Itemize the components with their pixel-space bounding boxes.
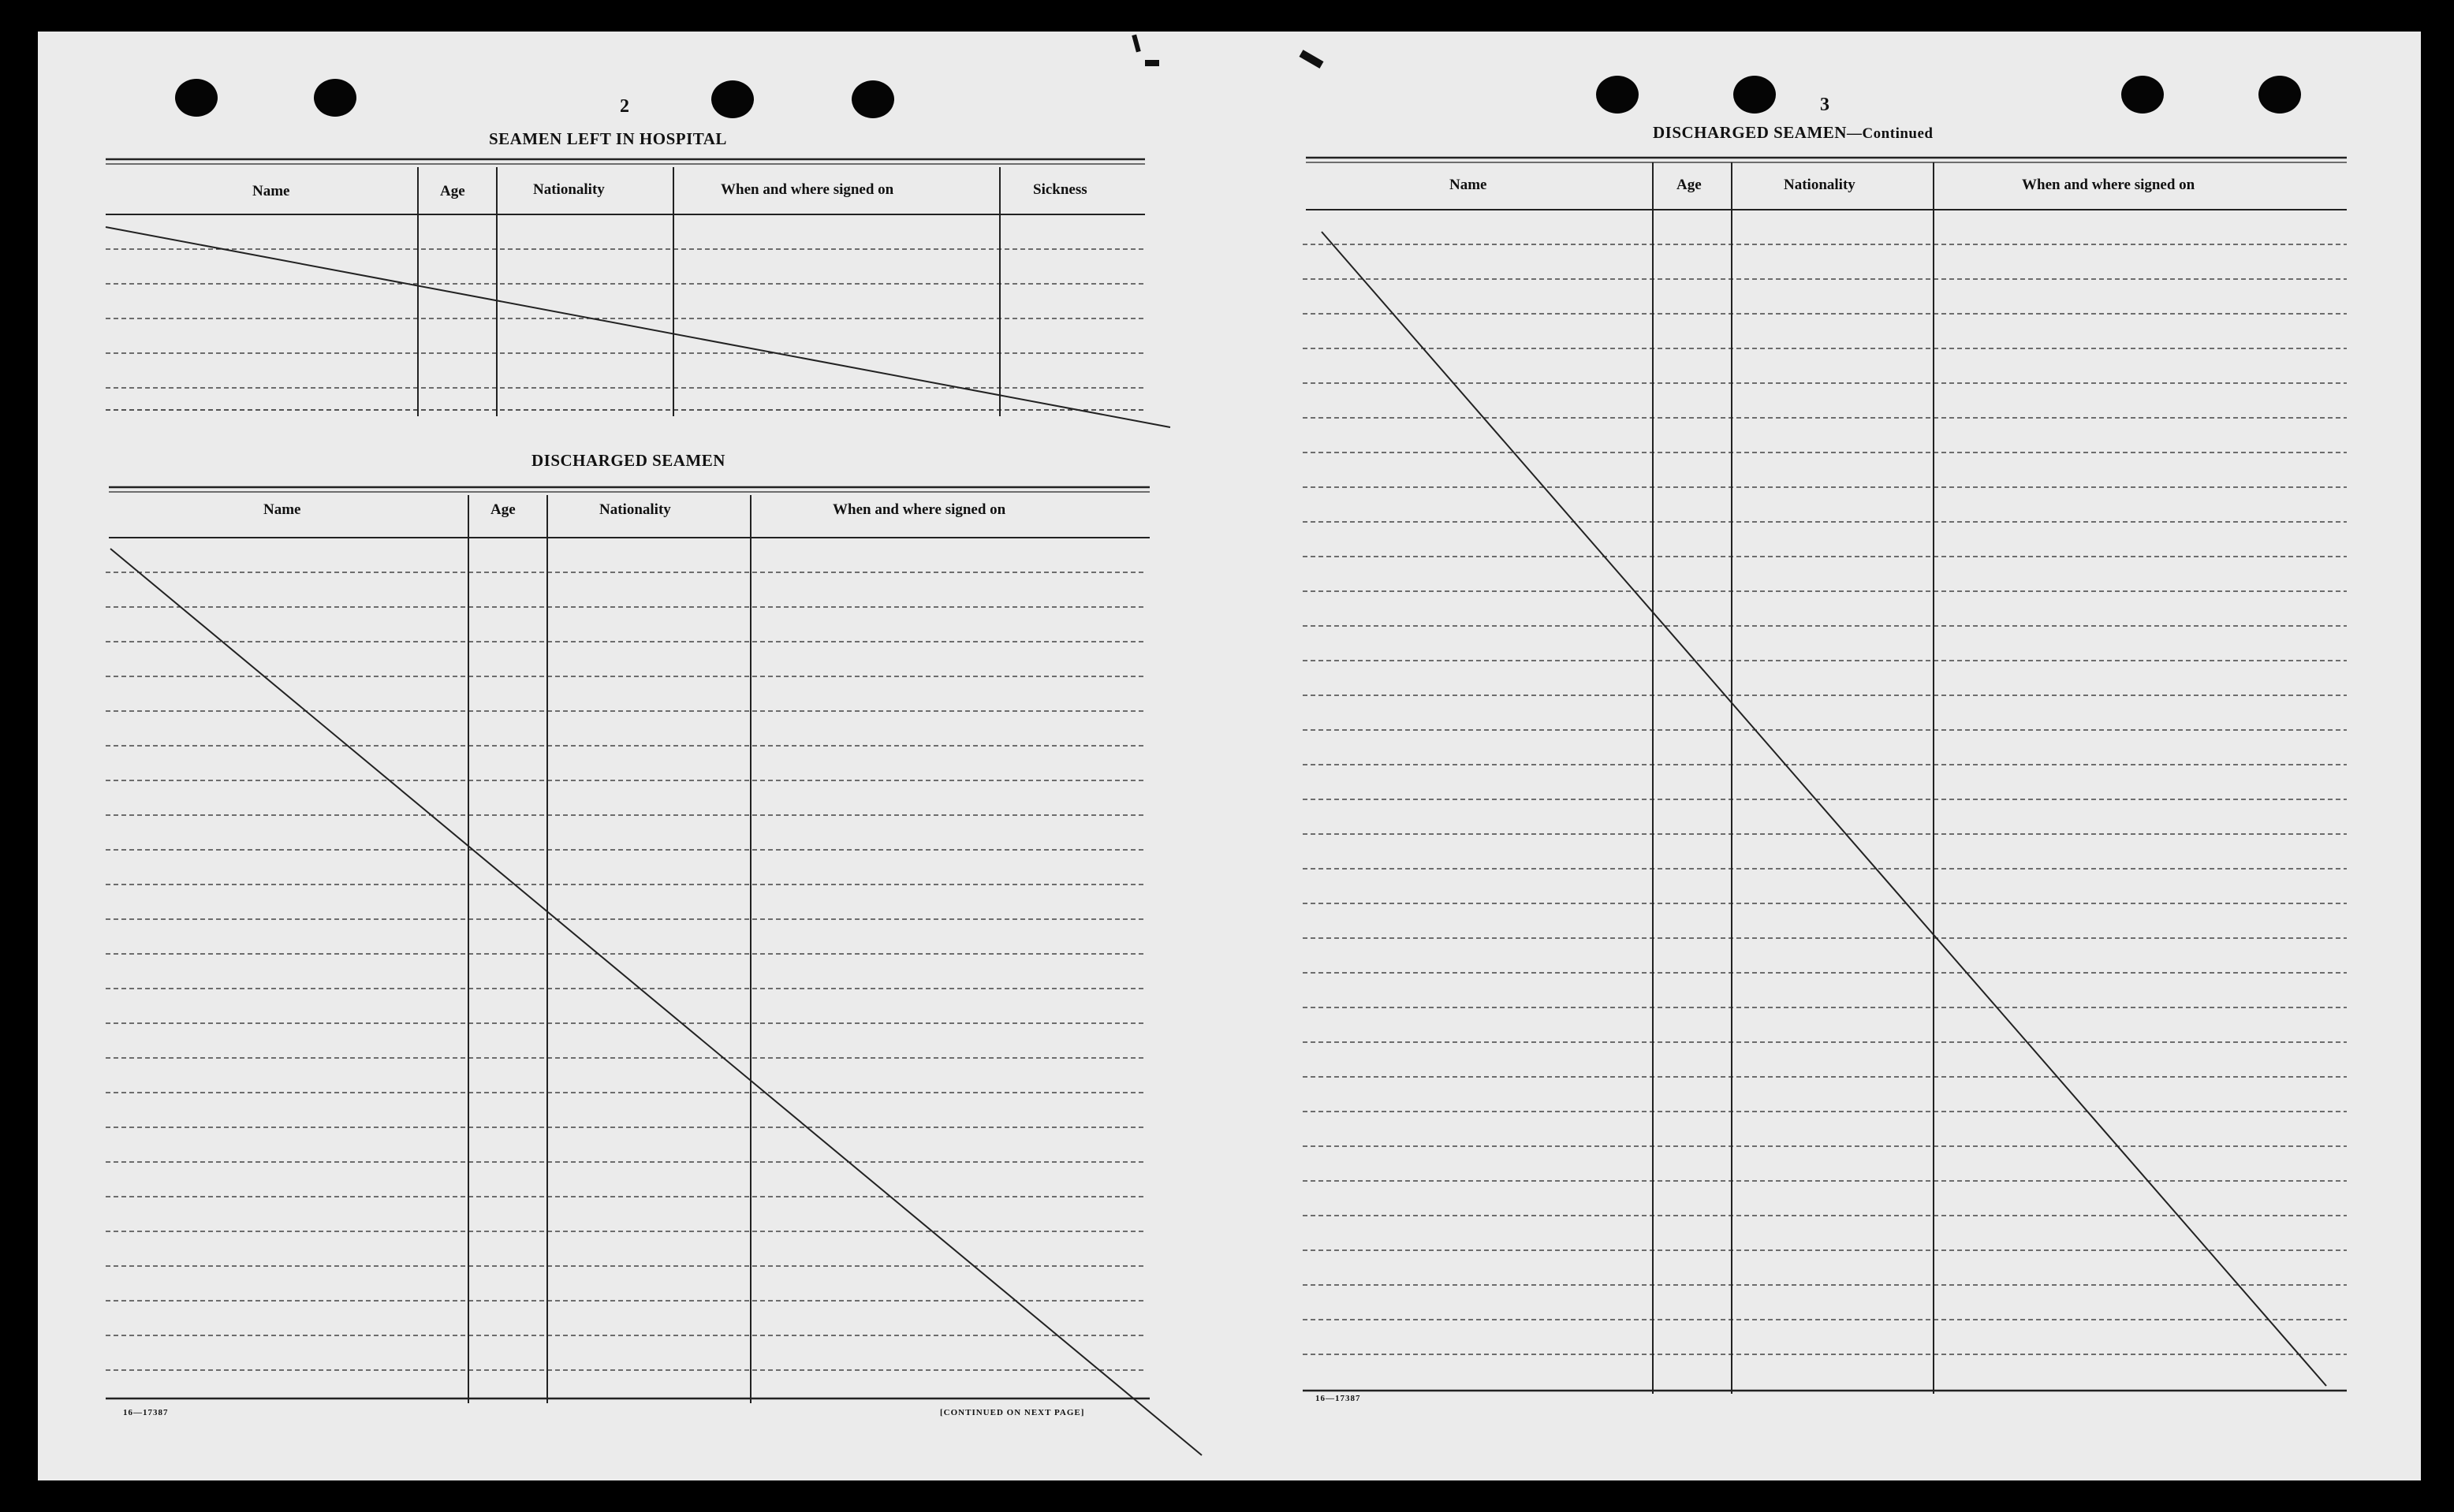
continued-note: [CONTINUED ON NEXT PAGE] xyxy=(940,1408,1085,1417)
discharged-cont-col-name: Name xyxy=(1449,177,1487,193)
hospital-col-age: Age xyxy=(440,183,465,199)
page-number-right: 3 xyxy=(1820,95,1829,115)
discharged-col-name: Name xyxy=(263,501,301,518)
hospital-col-sickness: Sickness xyxy=(1033,181,1087,198)
discharged-col-signed-on: When and where signed on xyxy=(833,501,1006,518)
discharged-col-age: Age xyxy=(490,501,516,518)
hospital-col-name: Name xyxy=(252,183,290,199)
hospital-col-signed-on: When and where signed on xyxy=(721,181,894,198)
document-sheet xyxy=(38,32,2421,1480)
page-number-left: 2 xyxy=(620,96,629,117)
discharged-section-title-left: DISCHARGED SEAMEN xyxy=(531,451,725,470)
form-number-right: 16—17387 xyxy=(1315,1394,1361,1403)
form-number-left: 16—17387 xyxy=(123,1408,169,1417)
discharged-cont-col-signed-on: When and where signed on xyxy=(2022,177,2195,193)
form-rules xyxy=(38,32,2421,1480)
discharged-title-main: DISCHARGED SEAMEN xyxy=(1653,123,1847,142)
discharged-cont-col-age: Age xyxy=(1676,177,1702,193)
strike-through-line xyxy=(110,549,1202,1455)
strike-through-line xyxy=(106,227,1170,427)
discharged-title-suffix: —Continued xyxy=(1846,125,1934,142)
discharged-col-nationality: Nationality xyxy=(599,501,671,518)
discharged-cont-col-nationality: Nationality xyxy=(1784,177,1855,193)
hospital-section-title: SEAMEN LEFT IN HOSPITAL xyxy=(489,129,727,148)
hospital-col-nationality: Nationality xyxy=(533,181,605,198)
strike-through-line xyxy=(1322,232,2326,1386)
